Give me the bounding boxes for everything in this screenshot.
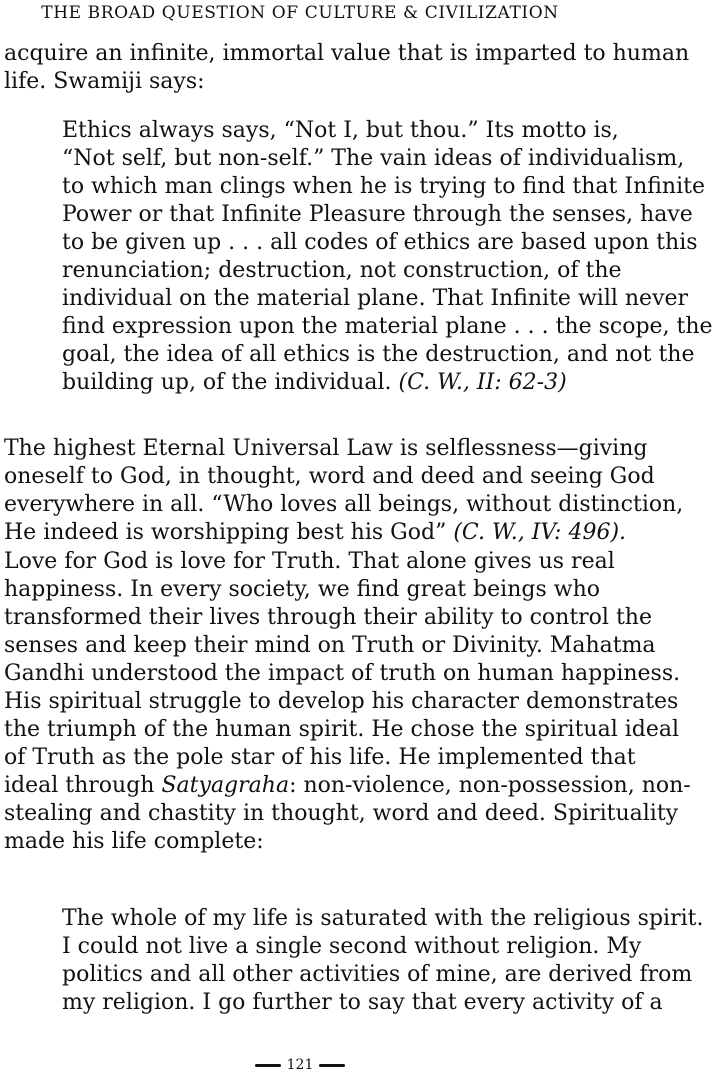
- text-line: Love for God is love for Truth. That alone gives us real: [4, 549, 615, 574]
- text-line: His spiritual struggle to develop his character demonstrates: [4, 689, 679, 714]
- italic-term: Satyagraha: [161, 773, 290, 798]
- block-quote-gandhi: [62, 905, 704, 1017]
- text-line: my religion. I go further to say that every activity of a: [62, 990, 663, 1015]
- ornament-dash-right: [319, 1064, 345, 1067]
- paragraph-intro: [4, 40, 690, 96]
- paragraph-love-for-truth: [4, 548, 691, 856]
- text-line: acquire an infinite, immortal value that is imparted to human: [4, 41, 690, 66]
- ornament-dash-left: [255, 1064, 281, 1067]
- text-line: senses and keep their mind on Truth or Divinity. Mahatma: [4, 633, 656, 658]
- text-run: He indeed is worshipping best his God”: [4, 520, 447, 545]
- block-quote-swamiji: [62, 117, 713, 397]
- text-line: the triumph of the human spirit. He chose the spiritual ideal: [4, 717, 680, 742]
- running-header: THE BROAD QUESTION OF CULTURE & CIVILIZATION: [41, 3, 559, 23]
- citation: (C. W., IV: 496).: [453, 520, 627, 545]
- text-line: oneself to God, in thought, word and deed and seeing God: [4, 464, 655, 489]
- text-line: individual on the material plane. That Infinite will never: [62, 286, 689, 311]
- text-line: made his life complete:: [4, 829, 264, 854]
- text-line: of Truth as the pole star of his life. He implemented that: [4, 745, 636, 770]
- text-line: politics and all other activities of mine, are derived from: [62, 962, 693, 987]
- page-number: 121: [286, 1057, 314, 1073]
- text-line: [4, 519, 627, 547]
- text-line: “Not self, but non-self.” The vain ideas of individualism,: [62, 146, 685, 171]
- text-line: stealing and chastity in thought, word and deed. Spirituality: [4, 801, 679, 826]
- text-line: life. Swamiji says:: [4, 69, 205, 94]
- text-line: to be given up . . . all codes of ethics are based upon this: [62, 230, 698, 255]
- text-line: The highest Eternal Universal Law is selflessness—giving: [4, 436, 648, 461]
- page-footer: [0, 1057, 600, 1073]
- text-line: The whole of my life is saturated with the religious spirit.: [62, 906, 704, 931]
- text-line: [62, 369, 596, 397]
- text-line: happiness. In every society, we find great beings who: [4, 577, 600, 602]
- text-line: find expression upon the material plane . . . the scope, the: [62, 314, 713, 339]
- text-line: everywhere in all. “Who loves all beings, without distinction,: [4, 492, 684, 517]
- text-line: to which man clings when he is trying to find that Infinite: [62, 174, 705, 199]
- text-run: building up, of the individual.: [62, 370, 392, 395]
- text-line: [4, 772, 691, 800]
- text-line: transformed their lives through their ability to control the: [4, 605, 652, 630]
- paragraph-universal-law: [4, 435, 684, 547]
- text-run: ideal through: [4, 773, 155, 798]
- text-run: : non-violence, non-possession, non-: [289, 773, 691, 798]
- text-line: renunciation; destruction, not construction, of the: [62, 258, 622, 283]
- text-line: Ethics always says, “Not I, but thou.” Its motto is,: [62, 118, 619, 143]
- text-line: Power or that Infinite Pleasure through the senses, have: [62, 202, 693, 227]
- citation: (C. W., II: 62-3): [398, 370, 567, 395]
- text-line: I could not live a single second without religion. My: [62, 934, 642, 959]
- text-line: goal, the idea of all ethics is the destruction, and not the: [62, 342, 695, 367]
- text-line: Gandhi understood the impact of truth on human happiness.: [4, 661, 681, 686]
